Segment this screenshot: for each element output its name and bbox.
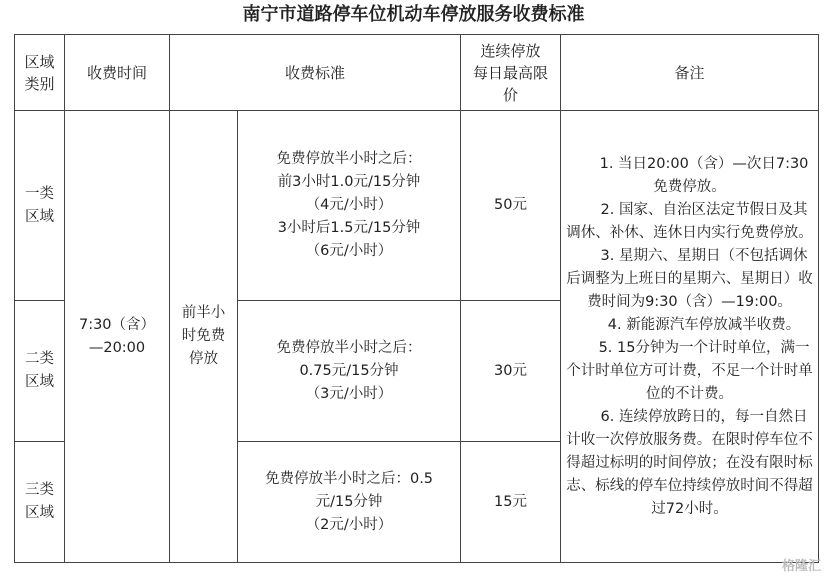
standard-cell: 免费停放半小时之后： 0.75元/15分钟 （3元/小时）: [238, 301, 461, 442]
remark-item: 4. 新能源汽车停放减半收费。: [607, 316, 801, 333]
fee-table: [14, 34, 819, 563]
remark-item: 6. 连续停放跨日的，每一自然日计收一次停放服务费。在限时停车位不得超过标明的时间停放；在没有限时标志、标线的停车位持续停放时间不得超过72小时。: [566, 408, 813, 517]
remarks-cell: [561, 111, 819, 563]
header-row: [15, 35, 819, 111]
remark-item: 2. 国家、自治区法定节假日及其调休、补休、连休日内实行免费停放。: [566, 201, 813, 241]
watermark-logo: 格隆汇: [781, 559, 821, 574]
header-time: 收费时间: [65, 35, 170, 111]
header-area: 区域 类别: [15, 35, 65, 111]
remark-item: 1. 当日20:00（含）—次日7:30免费停放。: [599, 155, 809, 195]
area-cell: 三类 区域: [15, 442, 65, 563]
standard-cell: 免费停放半小时之后： 前3小时1.0元/15分钟 （4元/小时） 3小时后1.5元/15分钟 （6元/小时）: [238, 111, 461, 301]
area-cell: 二类 区域: [15, 301, 65, 442]
remark-item: 5. 15分钟为一个计时单位，满一个计时单位方可计费，不足一个计时单位的不计费。: [566, 339, 813, 402]
time-cell: 7:30（含） —20:00: [65, 111, 170, 563]
area-cell: 一类 区域: [15, 111, 65, 301]
free-period-cell: 前半小 时免费 停放: [170, 111, 238, 563]
standard-cell: 免费停放半小时之后：0.5 元/15分钟 （2元/小时）: [238, 442, 461, 563]
daily-max-cell: 30元: [461, 301, 561, 442]
daily-max-cell: 50元: [461, 111, 561, 301]
header-daily-max: 连续停放 每日最高限 价: [461, 35, 561, 111]
header-remarks: 备注: [561, 35, 819, 111]
page-title: 南宁市道路停车位机动车停放服务收费标准: [242, 4, 585, 25]
remark-item: 3. 星期六、星期日（不包括调休后调整为上班日的星期六、星期日）收费时间为9:30（含）—19:00。: [566, 247, 813, 310]
table-row: [15, 111, 819, 301]
header-standard: 收费标准: [170, 35, 461, 111]
daily-max-cell: 15元: [461, 442, 561, 563]
